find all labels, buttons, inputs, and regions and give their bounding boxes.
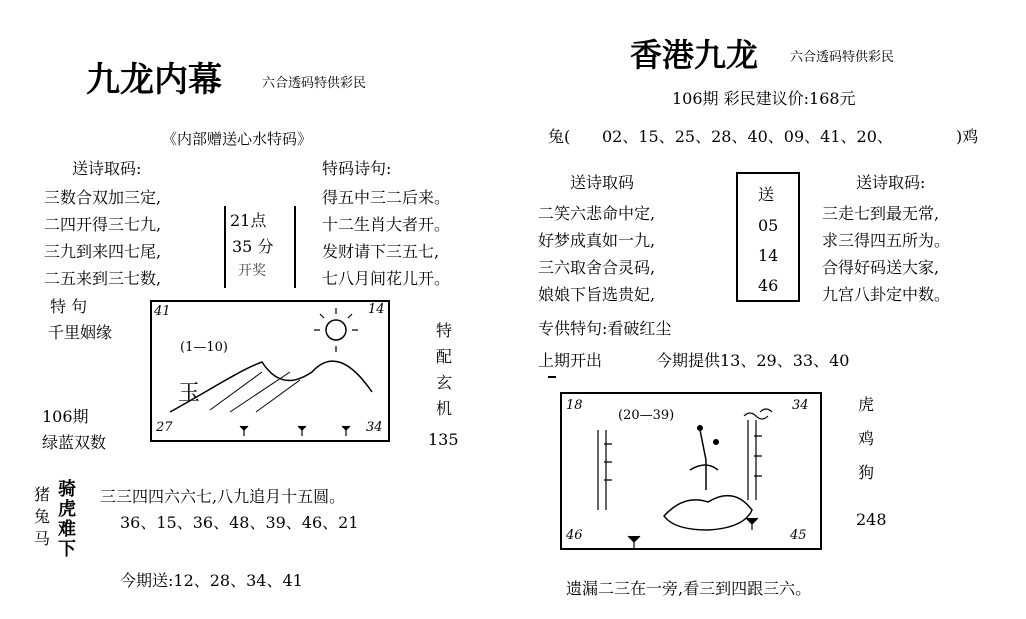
poem-line: 十二生肖大者开。 [322, 215, 451, 234]
sketch-number-tr: 14 [368, 302, 385, 317]
special-match-number: 135 [428, 430, 459, 449]
poem-line: 二五来到三七数, [44, 269, 162, 288]
tall-building-left [598, 430, 612, 510]
poem-line: 合得好码送大家, [822, 258, 940, 277]
special-match-char: 玄 [436, 373, 453, 392]
time-box-line2: 35 分 [232, 237, 274, 256]
price-line: 106期 彩民建议价:168元 [672, 89, 856, 108]
last-open-label: 上期开出 [538, 351, 603, 370]
right-title: 香港九龙 [630, 36, 759, 74]
riding-tiger-char: 虎 [58, 499, 76, 520]
poem-line: 三九到来四七尾, [44, 242, 162, 261]
time-box-line3: 开奖 [238, 263, 266, 279]
zodiac-vertical [858, 388, 874, 490]
zodiac-char: 马 [34, 529, 51, 548]
poem-line: 二笑六悲命中定, [538, 204, 656, 223]
poem-line: 三数合双加三定, [44, 188, 162, 207]
time-box-line1: 21点 [230, 211, 267, 230]
special-match-char: 配 [436, 347, 453, 366]
left-subtitle: 六合透码特供彩民 [262, 76, 367, 91]
poem-line: 三六取舍合灵码, [538, 258, 656, 277]
flower-dot [697, 425, 703, 431]
today-send: 今期送:12、28、34、41 [120, 571, 303, 590]
right-bottom-line: 遗漏二三在一旁,看三到四跟三六。 [566, 579, 812, 598]
sketch-scribble: (20—39) [618, 408, 675, 423]
sketch-scribble: (1—10) [180, 340, 228, 355]
right-poem-send-label-right: 送诗取码: [856, 173, 926, 192]
send-box-number: 05 [758, 216, 779, 235]
riding-tiger-line: 三三四四六六七,八九追月十五圆。 [100, 487, 346, 506]
special-sentence: 千里姻缘 [48, 323, 113, 342]
poem-line: 三走七到最无常, [822, 204, 940, 223]
sketch-number-tr: 34 [792, 398, 809, 413]
send-box-label: 送 [758, 185, 775, 204]
sketch-number-br: 34 [366, 420, 383, 435]
zodiac-char: 狗 [858, 463, 875, 482]
left-poem-send-label: 送诗取码: [72, 159, 142, 178]
left-period: 106期 [42, 407, 89, 426]
left-poem-special-label: 特码诗句: [322, 159, 392, 178]
sketch-number-br: 45 [790, 528, 807, 543]
sketch-number-tl: 18 [566, 398, 583, 413]
riding-tiger-char: 下 [58, 539, 76, 560]
poem-line: 求三得四五所为。 [822, 231, 951, 250]
riding-tiger-char: 骑 [58, 479, 76, 500]
zodiac-char: 鸡 [858, 429, 875, 448]
zodiac-char: 兔 [34, 507, 51, 526]
tall-building-right [748, 420, 762, 500]
poem-line: 二四开得三七九, [44, 215, 162, 234]
poem-line: 发财请下三五七, [322, 242, 440, 261]
left-section-header: 《内部赠送心水特码》 [162, 130, 313, 148]
rabbit-end: )鸡 [956, 127, 979, 146]
left-title: 九龙内幕 [86, 60, 222, 100]
sketch-glyph: 玉 [178, 381, 201, 406]
heart-leaf-icon [664, 496, 752, 530]
special-match-char: 特 [436, 321, 453, 340]
this-provide: 今期提供13、29、33、40 [656, 351, 850, 370]
right-subtitle: 六合透码特供彩民 [790, 50, 895, 65]
riding-tiger-char: 难 [58, 519, 76, 540]
special-match-char: 机 [436, 399, 453, 418]
poem-line: 得五中三二后来。 [322, 188, 451, 207]
flower-icon [690, 430, 718, 490]
zodiac-char: 虎 [858, 395, 875, 414]
special-sentence-label: 特 句 [50, 297, 88, 316]
send-box-number: 46 [758, 276, 779, 295]
send-box-number: 14 [758, 246, 779, 265]
sketch-number-tl: 41 [154, 304, 171, 319]
sketch-number-bl: 27 [156, 420, 173, 435]
right-special-sentence: 专供特句:看破红尘 [538, 319, 672, 338]
poem-line: 娘娘下旨选贵妃, [538, 285, 656, 304]
poem-line: 九宫八卦定中数。 [822, 285, 951, 304]
flower-dot [713, 439, 719, 445]
poem-line: 好梦成真如一九, [538, 231, 656, 250]
color-hint: 绿蓝双数 [42, 433, 107, 452]
rabbit-label: 兔( [548, 127, 571, 146]
poem-line: 七八月间花儿开。 [322, 269, 451, 288]
zodiac-number: 248 [856, 510, 887, 529]
rabbit-numbers: 02、15、25、28、40、09、41、20、 [602, 127, 893, 146]
riding-tiger-numbers: 36、15、36、48、39、46、21 [120, 513, 359, 532]
zodiac-char: 猪 [34, 485, 51, 504]
sketch-number-bl: 46 [566, 528, 583, 543]
cloud-scribble [744, 409, 772, 419]
right-poem-send-label-left: 送诗取码 [570, 173, 635, 192]
